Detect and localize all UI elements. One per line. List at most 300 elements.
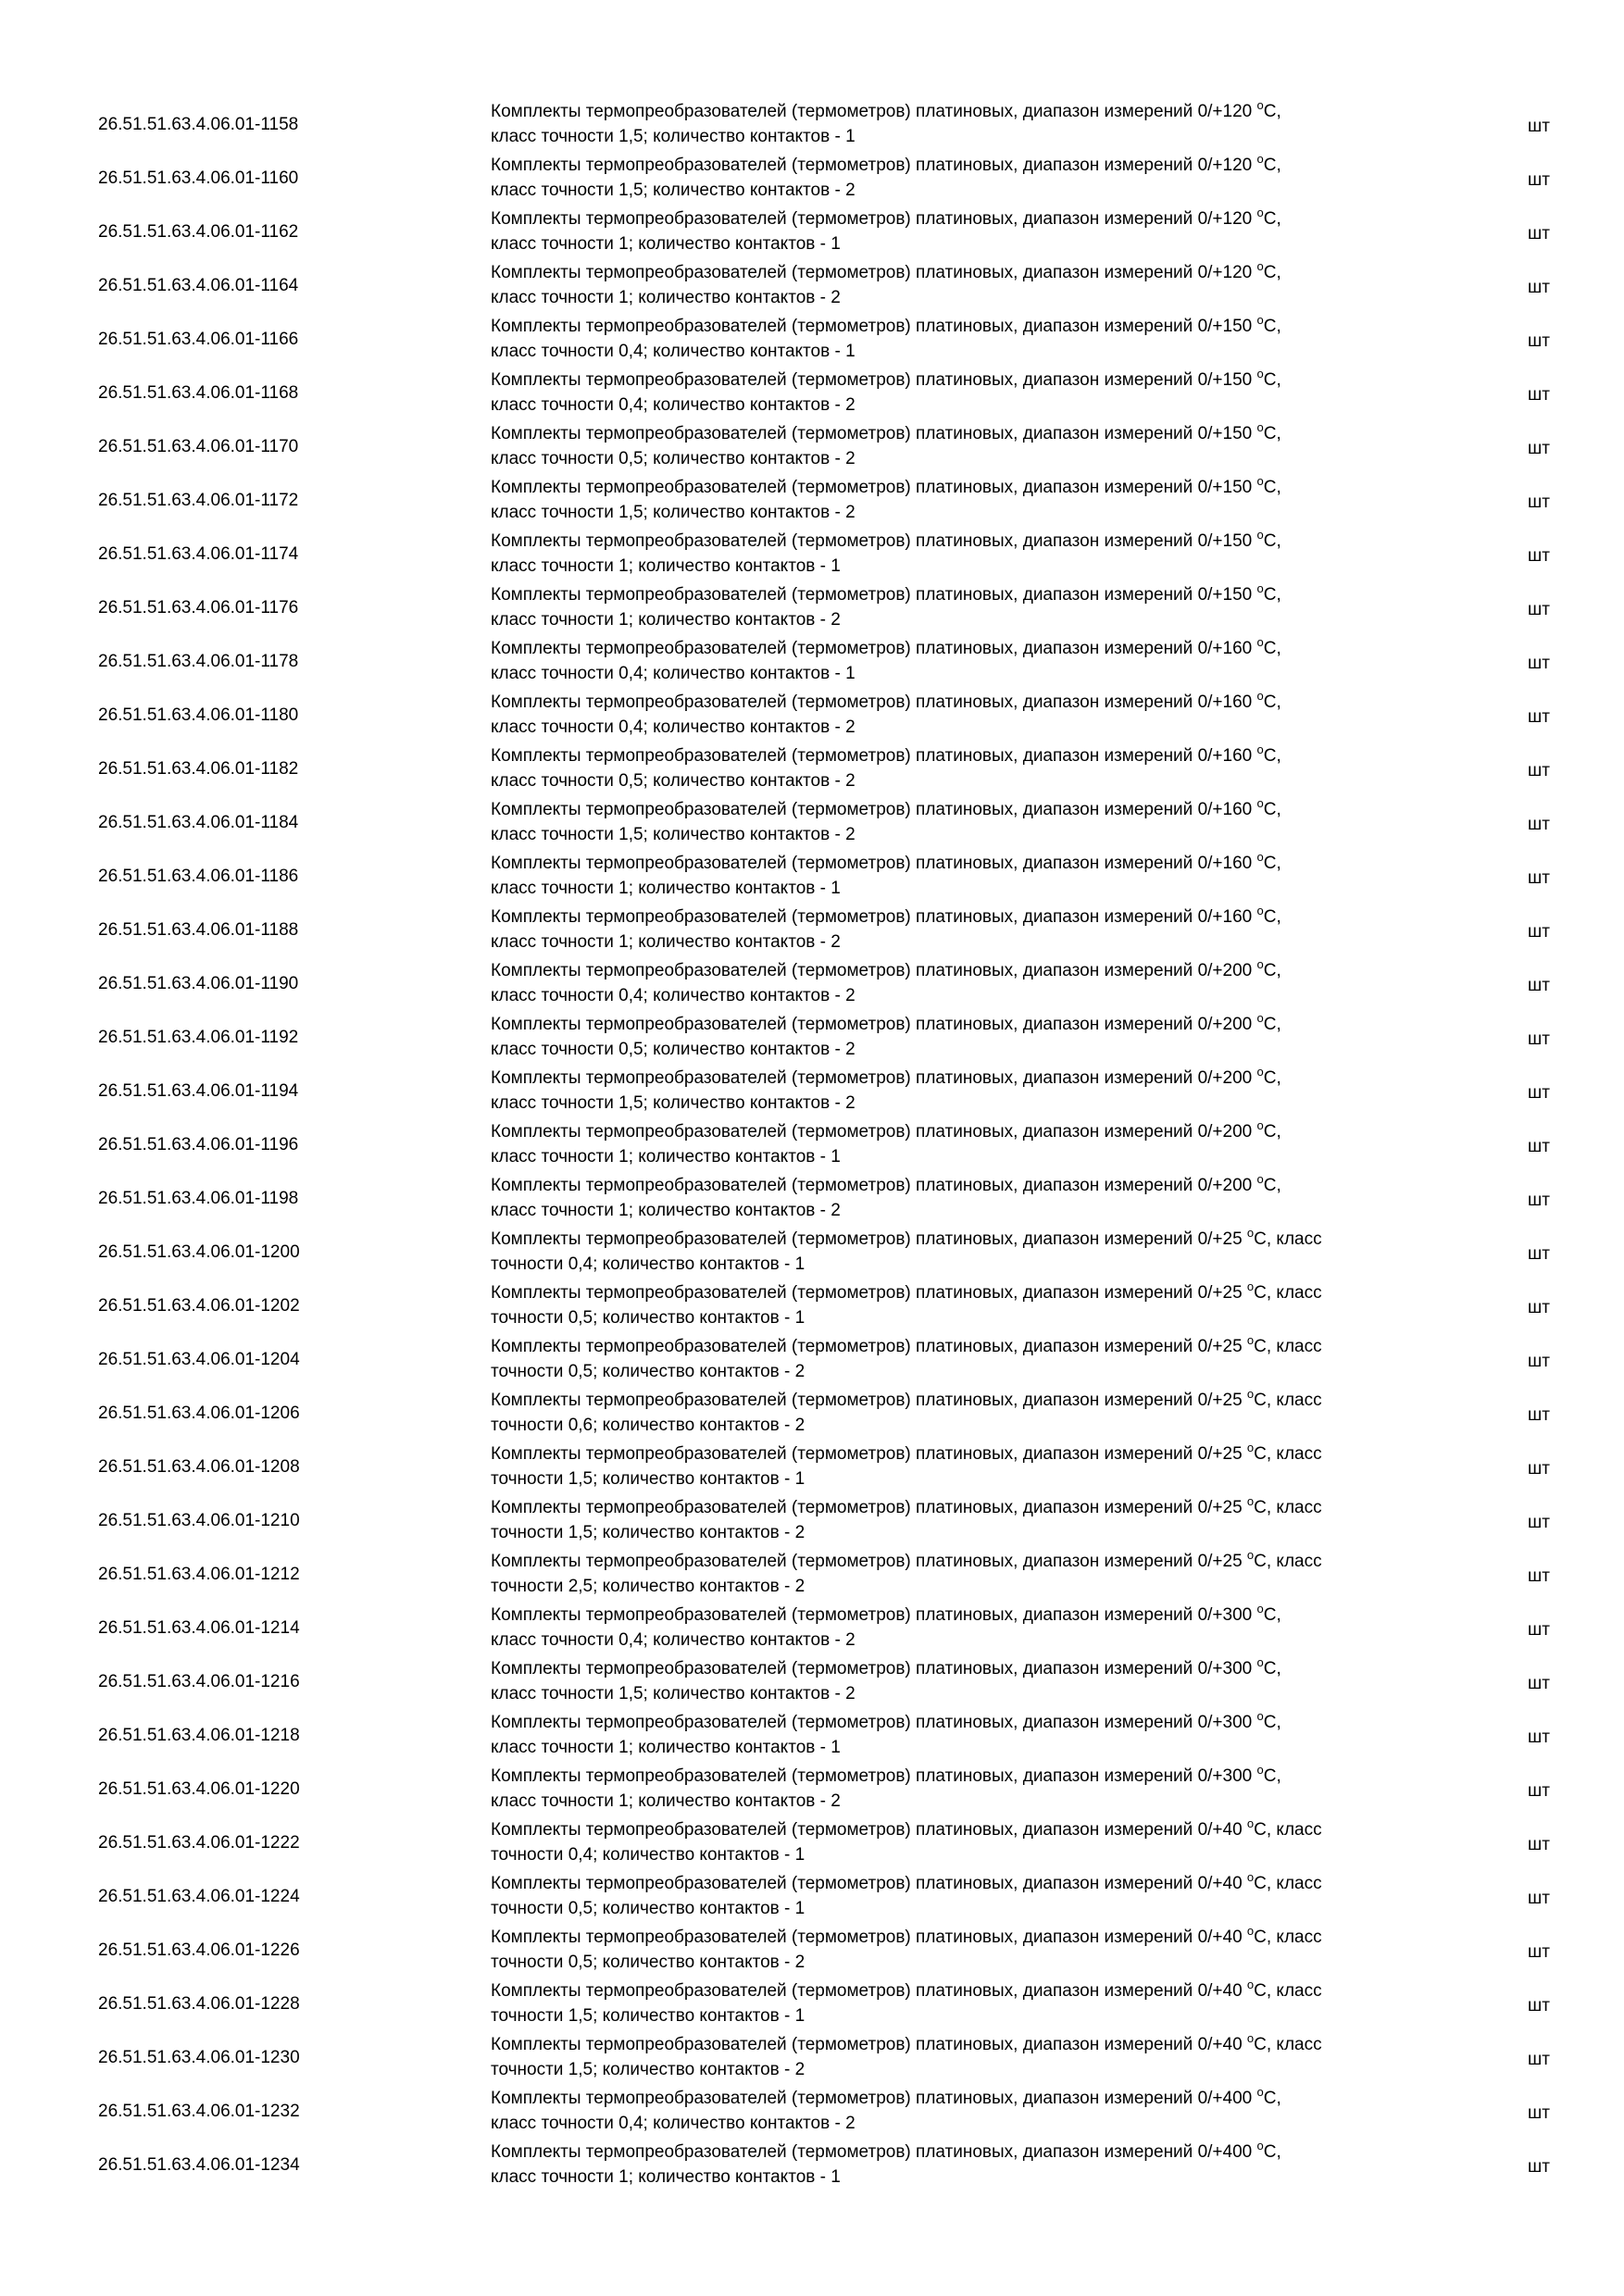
- item-unit: шт: [1528, 2157, 1550, 2177]
- item-description: [491, 1656, 1472, 1706]
- table-row: [0, 1226, 1624, 1279]
- item-code: 26.51.51.63.4.06.01-1222: [98, 1833, 300, 1853]
- description-unit-text: С, класс: [1254, 1229, 1322, 1249]
- description-unit-text: С, класс: [1254, 1552, 1322, 1571]
- description-unit-text: С,: [1263, 478, 1281, 497]
- description-unit-text: С,: [1263, 693, 1281, 712]
- description-text: Комплекты термопреобразователей (термометров) платиновых, диапазон измерений 0/+200: [491, 1122, 1257, 1142]
- description-line-2: класс точности 1; количество контактов - 1: [491, 556, 841, 576]
- description-line-1: [491, 260, 1472, 285]
- description-text: Комплекты термопреобразователей (термометров) платиновых, диапазон измерений 0/+300: [491, 1605, 1257, 1625]
- table-row: [0, 904, 1624, 957]
- description-line-1: [491, 1925, 1472, 1950]
- description-line-1: [491, 2140, 1472, 2165]
- item-description: [491, 1710, 1472, 1760]
- table-row: [0, 474, 1624, 528]
- description-unit-text: С,: [1263, 1659, 1281, 1678]
- description-unit-text: С,: [1263, 370, 1281, 390]
- description-unit-text: С,: [1263, 1176, 1281, 1195]
- degree-superscript: о: [1246, 1494, 1255, 1508]
- description-line-2: класс точности 1; количество контактов - 1: [491, 234, 841, 254]
- degree-superscript: о: [1256, 152, 1264, 166]
- item-unit: шт: [1528, 1728, 1550, 1747]
- item-unit: шт: [1528, 600, 1550, 619]
- degree-superscript: о: [1246, 1226, 1255, 1240]
- description-line-2: точности 0,5; количество контактов - 1: [491, 1308, 806, 1328]
- degree-superscript: о: [1246, 1978, 1255, 1991]
- item-code: 26.51.51.63.4.06.01-1200: [98, 1242, 300, 1262]
- description-unit-text: С,: [1263, 1713, 1281, 1732]
- degree-superscript: о: [1256, 420, 1264, 434]
- description-line-2: класс точности 0,5; количество контактов - 2: [491, 771, 856, 791]
- table-row: [0, 1924, 1624, 1978]
- description-unit-text: С,: [1263, 1015, 1281, 1034]
- degree-superscript: о: [1246, 1387, 1255, 1401]
- degree-superscript: о: [1256, 2139, 1264, 2152]
- item-description: [491, 1603, 1472, 1653]
- description-text: Комплекты термопреобразователей (термометров) платиновых, диапазон измерений 0/+200: [491, 1068, 1257, 1088]
- table-row: [0, 2031, 1624, 2085]
- description-line-2: точности 0,4; количество контактов - 1: [491, 1254, 806, 1274]
- item-code: 26.51.51.63.4.06.01-1214: [98, 1618, 300, 1638]
- item-code: 26.51.51.63.4.06.01-1162: [98, 222, 299, 242]
- item-description: [491, 260, 1472, 310]
- description-unit-text: С,: [1263, 263, 1281, 282]
- table-row: [0, 1333, 1624, 1387]
- item-code: 26.51.51.63.4.06.01-1234: [98, 2155, 300, 2175]
- description-line-1: [491, 958, 1472, 983]
- description-text: Комплекты термопреобразователей (термометров) платиновых, диапазон измерений 0/+150: [491, 424, 1257, 443]
- description-line-2: класс точности 1,5; количество контактов - 2: [491, 181, 856, 200]
- description-text: Комплекты термопреобразователей (термометров) платиновых, диапазон измерений 0/+40: [491, 1981, 1247, 2001]
- description-unit-text: С,: [1263, 746, 1281, 766]
- description-text: Комплекты термопреобразователей (термометров) платиновых, диапазон измерений 0/+160: [491, 907, 1257, 927]
- description-line-1: [491, 1334, 1472, 1359]
- item-code: 26.51.51.63.4.06.01-1202: [98, 1296, 300, 1316]
- item-unit: шт: [1528, 439, 1550, 458]
- description-line-1: [491, 1388, 1472, 1413]
- item-code: 26.51.51.63.4.06.01-1212: [98, 1565, 300, 1584]
- description-line-1: [491, 1871, 1472, 1896]
- description-line-2: класс точности 1,5; количество контактов - 2: [491, 503, 856, 522]
- description-line-2: точности 0,5; количество контактов - 2: [491, 1362, 806, 1381]
- description-line-1: [491, 1978, 1472, 2003]
- degree-superscript: о: [1246, 1870, 1255, 1884]
- degree-superscript: о: [1246, 1279, 1255, 1293]
- description-line-1: [491, 905, 1472, 930]
- description-line-1: [491, 1817, 1472, 1842]
- table-row: [0, 1172, 1624, 1226]
- description-text: Комплекты термопреобразователей (термометров) платиновых, диапазон измерений 0/+300: [491, 1766, 1257, 1786]
- item-code: 26.51.51.63.4.06.01-1186: [98, 867, 299, 886]
- description-line-2: класс точности 1,5; количество контактов - 2: [491, 1684, 856, 1703]
- table-row: [0, 1655, 1624, 1709]
- description-unit-text: С,: [1263, 907, 1281, 927]
- item-description: [491, 206, 1472, 256]
- item-description: [491, 1925, 1472, 1975]
- item-unit: шт: [1528, 117, 1550, 136]
- table-row: [0, 689, 1624, 742]
- description-text: Комплекты термопреобразователей (термометров) платиновых, диапазон измерений 0/+400: [491, 2142, 1257, 2162]
- description-line-2: класс точности 1; количество контактов - 2: [491, 1201, 841, 1220]
- degree-superscript: о: [1246, 1924, 1255, 1938]
- price-list-table: [0, 98, 1624, 2192]
- table-row: [0, 420, 1624, 474]
- item-code: 26.51.51.63.4.06.01-1160: [98, 168, 299, 188]
- degree-superscript: о: [1246, 1333, 1255, 1347]
- description-text: Комплекты термопреобразователей (термометров) платиновых, диапазон измерений 0/+160: [491, 800, 1257, 819]
- item-description: [491, 1388, 1472, 1438]
- table-row: [0, 313, 1624, 367]
- description-line-1: [491, 1173, 1472, 1198]
- item-description: [491, 1173, 1472, 1223]
- item-code: 26.51.51.63.4.06.01-1216: [98, 1672, 300, 1691]
- description-unit-text: С,: [1263, 209, 1281, 229]
- description-line-1: [491, 851, 1472, 876]
- description-line-1: [491, 1656, 1472, 1681]
- description-unit-text: С, класс: [1254, 1874, 1322, 1893]
- item-code: 26.51.51.63.4.06.01-1232: [98, 2102, 300, 2121]
- description-line-1: [491, 368, 1472, 393]
- description-line-1: [491, 743, 1472, 768]
- table-row: [0, 1763, 1624, 1816]
- description-line-2: точности 0,4; количество контактов - 1: [491, 1845, 806, 1865]
- table-row: [0, 581, 1624, 635]
- description-line-2: точности 1,5; количество контактов - 1: [491, 1469, 806, 1489]
- item-unit: шт: [1528, 1781, 1550, 1801]
- description-text: Комплекты термопреобразователей (термометров) платиновых, диапазон измерений 0/+25: [491, 1283, 1247, 1303]
- description-line-2: класс точности 1; количество контактов - 1: [491, 879, 841, 898]
- item-unit: шт: [1528, 654, 1550, 673]
- description-line-1: [491, 1227, 1472, 1252]
- table-row: [0, 2085, 1624, 2139]
- item-description: [491, 1227, 1472, 1277]
- description-unit-text: С, класс: [1254, 2035, 1322, 2054]
- item-code: 26.51.51.63.4.06.01-1192: [98, 1028, 299, 1047]
- table-row: [0, 1816, 1624, 1870]
- description-text: Комплекты термопреобразователей (термометров) платиновых, диапазон измерений 0/+150: [491, 370, 1257, 390]
- description-line-1: [491, 206, 1472, 231]
- item-description: [491, 1549, 1472, 1599]
- description-unit-text: С,: [1263, 2142, 1281, 2162]
- description-line-2: класс точности 0,4; количество контактов - 2: [491, 986, 856, 1005]
- item-unit: шт: [1528, 868, 1550, 888]
- item-code: 26.51.51.63.4.06.01-1180: [98, 705, 299, 725]
- degree-superscript: о: [1256, 581, 1264, 595]
- description-text: Комплекты термопреобразователей (термометров) платиновых, диапазон измерений 0/+160: [491, 854, 1257, 873]
- item-code: 26.51.51.63.4.06.01-1168: [98, 383, 299, 403]
- item-unit: шт: [1528, 385, 1550, 405]
- degree-superscript: о: [1256, 904, 1264, 917]
- item-unit: шт: [1528, 2103, 1550, 2123]
- degree-superscript: о: [1256, 1011, 1264, 1025]
- description-unit-text: С,: [1263, 585, 1281, 605]
- degree-superscript: о: [1256, 1709, 1264, 1723]
- description-text: Комплекты термопреобразователей (термометров) платиновых, диапазон измерений 0/+25: [491, 1552, 1247, 1571]
- item-unit: шт: [1528, 1352, 1550, 1371]
- item-description: [491, 743, 1472, 793]
- item-description: [491, 1012, 1472, 1062]
- table-row: [0, 1978, 1624, 2031]
- item-code: 26.51.51.63.4.06.01-1206: [98, 1404, 300, 1423]
- description-line-1: [491, 314, 1472, 339]
- description-line-2: класс точности 1; количество контактов - 2: [491, 288, 841, 307]
- item-code: 26.51.51.63.4.06.01-1228: [98, 1994, 300, 2014]
- table-row: [0, 528, 1624, 581]
- description-unit-text: С,: [1263, 800, 1281, 819]
- item-code: 26.51.51.63.4.06.01-1226: [98, 1940, 300, 1960]
- description-line-2: класс точности 1; количество контактов - 1: [491, 1147, 841, 1167]
- description-text: Комплекты термопреобразователей (термометров) платиновых, диапазон измерений 0/+25: [491, 1229, 1247, 1249]
- item-code: 26.51.51.63.4.06.01-1210: [98, 1511, 300, 1530]
- degree-superscript: о: [1256, 474, 1264, 488]
- description-line-1: [491, 1066, 1472, 1091]
- item-code: 26.51.51.63.4.06.01-1194: [98, 1081, 299, 1101]
- description-text: Комплекты термопреобразователей (термометров) платиновых, диапазон измерений 0/+120: [491, 102, 1257, 121]
- degree-superscript: о: [1256, 635, 1264, 649]
- description-text: Комплекты термопреобразователей (термометров) платиновых, диапазон измерений 0/+150: [491, 531, 1257, 551]
- item-code: 26.51.51.63.4.06.01-1218: [98, 1726, 300, 1745]
- table-row: [0, 1118, 1624, 1172]
- description-line-1: [491, 421, 1472, 446]
- description-text: Комплекты термопреобразователей (термометров) платиновых, диапазон измерений 0/+120: [491, 156, 1257, 175]
- description-line-2: точности 1,5; количество контактов - 2: [491, 2060, 806, 2079]
- table-row: [0, 152, 1624, 206]
- description-text: Комплекты термопреобразователей (термометров) платиновых, диапазон измерений 0/+300: [491, 1713, 1257, 1732]
- item-description: [491, 1764, 1472, 1814]
- degree-superscript: о: [1246, 1441, 1255, 1454]
- description-line-1: [491, 2086, 1472, 2111]
- description-text: Комплекты термопреобразователей (термометров) платиновых, диапазон измерений 0/+160: [491, 746, 1257, 766]
- item-description: [491, 1817, 1472, 1867]
- description-line-2: класс точности 1; количество контактов - 2: [491, 610, 841, 630]
- description-unit-text: С,: [1263, 424, 1281, 443]
- description-text: Комплекты термопреобразователей (термометров) платиновых, диапазон измерений 0/+200: [491, 961, 1257, 980]
- item-description: [491, 2032, 1472, 2082]
- description-unit-text: С,: [1263, 102, 1281, 121]
- description-unit-text: С,: [1263, 1766, 1281, 1786]
- description-line-1: [491, 1441, 1472, 1466]
- item-description: [491, 1495, 1472, 1545]
- item-code: 26.51.51.63.4.06.01-1176: [98, 598, 299, 618]
- item-unit: шт: [1528, 1996, 1550, 2015]
- description-text: Комплекты термопреобразователей (термометров) платиновых, диапазон измерений 0/+25: [491, 1337, 1247, 1356]
- degree-superscript: о: [1246, 2031, 1255, 2045]
- item-unit: шт: [1528, 278, 1550, 297]
- description-line-2: точности 1,5; количество контактов - 2: [491, 1523, 806, 1542]
- item-description: [491, 368, 1472, 418]
- description-unit-text: С, класс: [1254, 1391, 1322, 1410]
- description-text: Комплекты термопреобразователей (термометров) платиновых, диапазон измерений 0/+200: [491, 1176, 1257, 1195]
- description-line-2: точности 1,5; количество контактов - 1: [491, 2006, 806, 2026]
- item-description: [491, 1066, 1472, 1116]
- item-code: 26.51.51.63.4.06.01-1198: [98, 1189, 299, 1208]
- degree-superscript: о: [1256, 796, 1264, 810]
- degree-superscript: о: [1246, 1548, 1255, 1562]
- description-text: Комплекты термопреобразователей (термометров) платиновых, диапазон измерений 0/+25: [491, 1391, 1247, 1410]
- degree-superscript: о: [1256, 1602, 1264, 1616]
- description-line-2: класс точности 0,4; количество контактов - 2: [491, 1630, 856, 1650]
- description-text: Комплекты термопреобразователей (термометров) платиновых, диапазон измерений 0/+120: [491, 263, 1257, 282]
- description-text: Комплекты термопреобразователей (термометров) платиновых, диапазон измерений 0/+25: [491, 1444, 1247, 1464]
- description-text: Комплекты термопреобразователей (термометров) платиновых, диапазон измерений 0/+160: [491, 639, 1257, 658]
- degree-superscript: о: [1256, 259, 1264, 273]
- item-unit: шт: [1528, 1889, 1550, 1908]
- description-unit-text: С, класс: [1254, 1498, 1322, 1517]
- description-line-1: [491, 153, 1472, 178]
- description-line-2: класс точности 0,5; количество контактов - 2: [491, 1040, 856, 1059]
- item-code: 26.51.51.63.4.06.01-1220: [98, 1779, 300, 1799]
- description-line-1: [491, 1710, 1472, 1735]
- item-description: [491, 314, 1472, 364]
- description-unit-text: С,: [1263, 854, 1281, 873]
- description-text: Комплекты термопреобразователей (термометров) платиновых, диапазон измерений 0/+150: [491, 585, 1257, 605]
- description-line-2: точности 0,5; количество контактов - 1: [491, 1899, 806, 1918]
- description-unit-text: С, класс: [1254, 1444, 1322, 1464]
- description-unit-text: С,: [1263, 531, 1281, 551]
- description-line-2: класс точности 0,4; количество контактов - 2: [491, 395, 856, 415]
- item-code: 26.51.51.63.4.06.01-1170: [98, 437, 299, 456]
- description-line-1: [491, 1495, 1472, 1520]
- description-text: Комплекты термопреобразователей (термометров) платиновых, диапазон измерений 0/+150: [491, 478, 1257, 497]
- table-row: [0, 367, 1624, 420]
- item-code: 26.51.51.63.4.06.01-1190: [98, 974, 299, 993]
- description-line-2: класс точности 1; количество контактов - 2: [491, 932, 841, 952]
- item-code: 26.51.51.63.4.06.01-1178: [98, 652, 299, 671]
- item-unit: шт: [1528, 1191, 1550, 1210]
- description-line-1: [491, 582, 1472, 607]
- item-description: [491, 958, 1472, 1008]
- item-code: 26.51.51.63.4.06.01-1166: [98, 330, 299, 349]
- degree-superscript: о: [1256, 689, 1264, 703]
- item-description: [491, 851, 1472, 901]
- item-code: 26.51.51.63.4.06.01-1208: [98, 1457, 300, 1477]
- item-unit: шт: [1528, 1298, 1550, 1317]
- item-description: [491, 153, 1472, 203]
- description-text: Комплекты термопреобразователей (термометров) платиновых, диапазон измерений 0/+120: [491, 209, 1257, 229]
- degree-superscript: о: [1256, 2085, 1264, 2099]
- item-unit: шт: [1528, 493, 1550, 512]
- table-row: [0, 1870, 1624, 1924]
- item-description: [491, 529, 1472, 579]
- description-line-2: класс точности 1; количество контактов - 2: [491, 1791, 841, 1811]
- description-unit-text: С,: [1263, 2089, 1281, 2108]
- description-unit-text: С,: [1263, 317, 1281, 336]
- item-code: 26.51.51.63.4.06.01-1224: [98, 1887, 300, 1906]
- description-line-1: [491, 2032, 1472, 2057]
- degree-superscript: о: [1256, 528, 1264, 542]
- degree-superscript: о: [1256, 1118, 1264, 1132]
- description-text: Комплекты термопреобразователей (термометров) платиновых, диапазон измерений 0/+400: [491, 2089, 1257, 2108]
- item-unit: шт: [1528, 976, 1550, 995]
- table-row: [0, 635, 1624, 689]
- description-line-1: [491, 1549, 1472, 1574]
- description-line-2: класс точности 1,5; количество контактов - 2: [491, 1093, 856, 1113]
- item-description: [491, 582, 1472, 632]
- item-unit: шт: [1528, 761, 1550, 780]
- description-text: Комплекты термопреобразователей (термометров) платиновых, диапазон измерений 0/+40: [491, 1874, 1247, 1893]
- item-code: 26.51.51.63.4.06.01-1164: [98, 276, 299, 295]
- description-line-1: [491, 1280, 1472, 1305]
- description-line-2: класс точности 0,4; количество контактов - 1: [491, 664, 856, 683]
- description-unit-text: С,: [1263, 1122, 1281, 1142]
- item-description: [491, 99, 1472, 149]
- description-text: Комплекты термопреобразователей (термометров) платиновых, диапазон измерений 0/+40: [491, 1820, 1247, 1840]
- item-description: [491, 797, 1472, 847]
- item-unit: шт: [1528, 2050, 1550, 2069]
- item-unit: шт: [1528, 815, 1550, 834]
- description-unit-text: С,: [1263, 639, 1281, 658]
- table-row: [0, 1279, 1624, 1333]
- item-description: [491, 1978, 1472, 2028]
- degree-superscript: о: [1256, 206, 1264, 219]
- description-unit-text: С, класс: [1254, 1981, 1322, 2001]
- description-unit-text: С, класс: [1254, 1928, 1322, 1947]
- description-text: Комплекты термопреобразователей (термометров) платиновых, диапазон измерений 0/+200: [491, 1015, 1257, 1034]
- item-description: [491, 1119, 1472, 1169]
- item-unit: шт: [1528, 1513, 1550, 1532]
- degree-superscript: о: [1256, 1655, 1264, 1669]
- description-text: Комплекты термопреобразователей (термометров) платиновых, диапазон измерений 0/+40: [491, 1928, 1247, 1947]
- item-description: [491, 421, 1472, 471]
- table-row: [0, 742, 1624, 796]
- item-description: [491, 636, 1472, 686]
- description-unit-text: С,: [1263, 156, 1281, 175]
- item-unit: шт: [1528, 331, 1550, 351]
- description-line-2: класс точности 1; количество контактов - 1: [491, 1738, 841, 1757]
- description-text: Комплекты термопреобразователей (термометров) платиновых, диапазон измерений 0/+150: [491, 317, 1257, 336]
- item-unit: шт: [1528, 546, 1550, 566]
- description-text: Комплекты термопреобразователей (термометров) платиновых, диапазон измерений 0/+40: [491, 2035, 1247, 2054]
- item-description: [491, 2086, 1472, 2136]
- item-description: [491, 1280, 1472, 1330]
- description-unit-text: С, класс: [1254, 1337, 1322, 1356]
- degree-superscript: о: [1256, 742, 1264, 756]
- description-line-1: [491, 475, 1472, 500]
- description-line-2: класс точности 0,4; количество контактов - 2: [491, 718, 856, 737]
- description-line-2: точности 0,6; количество контактов - 2: [491, 1416, 806, 1435]
- item-code: 26.51.51.63.4.06.01-1172: [98, 491, 299, 510]
- table-row: [0, 206, 1624, 259]
- item-code: 26.51.51.63.4.06.01-1188: [98, 920, 299, 940]
- item-unit: шт: [1528, 224, 1550, 243]
- description-unit-text: С,: [1263, 961, 1281, 980]
- description-text: Комплекты термопреобразователей (термометров) платиновых, диапазон измерений 0/+300: [491, 1659, 1257, 1678]
- item-unit: шт: [1528, 922, 1550, 942]
- item-description: [491, 1334, 1472, 1384]
- degree-superscript: о: [1256, 1065, 1264, 1079]
- item-unit: шт: [1528, 1942, 1550, 1962]
- item-unit: шт: [1528, 707, 1550, 727]
- description-unit-text: С, класс: [1254, 1283, 1322, 1303]
- table-row: [0, 1065, 1624, 1118]
- table-row: [0, 957, 1624, 1011]
- table-row: [0, 1494, 1624, 1548]
- item-unit: шт: [1528, 1244, 1550, 1264]
- item-unit: шт: [1528, 1137, 1550, 1156]
- item-unit: шт: [1528, 1566, 1550, 1586]
- description-line-1: [491, 1603, 1472, 1628]
- degree-superscript: о: [1256, 850, 1264, 864]
- degree-superscript: о: [1256, 367, 1264, 381]
- description-unit-text: С,: [1263, 1068, 1281, 1088]
- degree-superscript: о: [1256, 1763, 1264, 1777]
- degree-superscript: о: [1256, 313, 1264, 327]
- description-line-2: класс точности 1,5; количество контактов - 2: [491, 825, 856, 844]
- table-row: [0, 850, 1624, 904]
- degree-superscript: о: [1246, 1816, 1255, 1830]
- item-code: 26.51.51.63.4.06.01-1230: [98, 2048, 300, 2067]
